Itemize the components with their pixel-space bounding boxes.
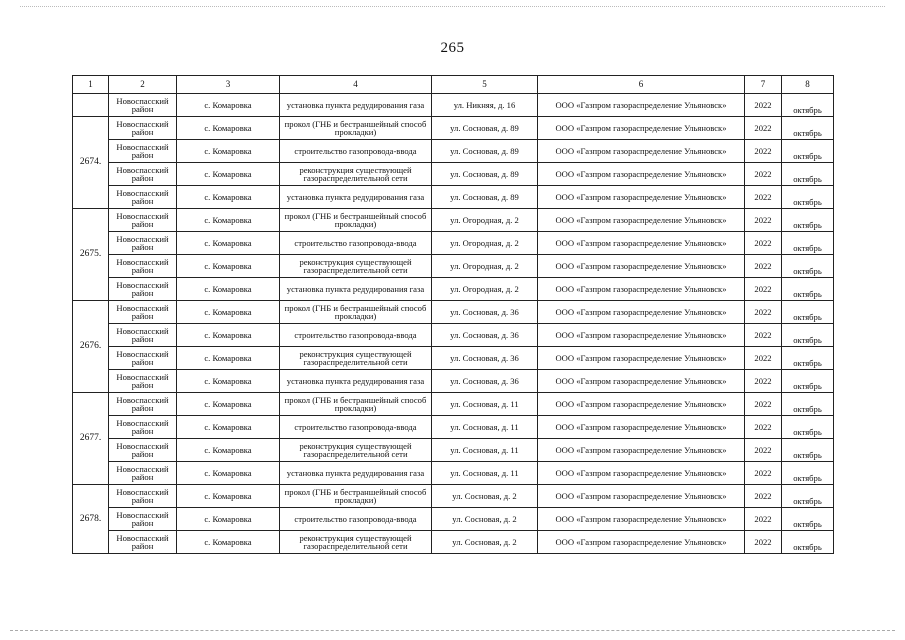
address-cell: ул. Сосновая, д. 2 — [432, 508, 538, 531]
year-cell: 2022 — [745, 508, 782, 531]
organization-cell: ООО «Газпром газораспределение Ульяновск» — [538, 301, 745, 324]
item-number-cell: 2675. — [73, 209, 109, 301]
address-cell: ул. Сосновая, д. 11 — [432, 393, 538, 416]
work-type-cell: строительство газопровода-ввода — [280, 324, 432, 347]
month-cell: октябрь — [782, 232, 834, 255]
table-row — [73, 301, 834, 324]
work-type-cell: прокол (ГНБ и бестраншейный способ прокладки) — [280, 393, 432, 416]
district-cell: Новоспасский район — [109, 531, 177, 554]
district-cell: Новоспасский район — [109, 393, 177, 416]
year-cell: 2022 — [745, 117, 782, 140]
table-row — [73, 508, 834, 531]
settlement-cell: с. Комаровка — [177, 324, 280, 347]
organization-cell: ООО «Газпром газораспределение Ульяновск» — [538, 140, 745, 163]
address-cell: ул. Сосновая, д. 11 — [432, 462, 538, 485]
month-cell: октябрь — [782, 485, 834, 508]
month-cell: октябрь — [782, 416, 834, 439]
work-type-cell: установка пункта редудирования газа — [280, 94, 432, 117]
organization-cell: ООО «Газпром газораспределение Ульяновск» — [538, 209, 745, 232]
district-cell: Новоспасский район — [109, 324, 177, 347]
work-type-cell: реконструкция существующей газораспределительной сети — [280, 163, 432, 186]
settlement-cell: с. Комаровка — [177, 117, 280, 140]
year-cell: 2022 — [745, 347, 782, 370]
month-cell: октябрь — [782, 531, 834, 554]
settlement-cell: с. Комаровка — [177, 485, 280, 508]
district-cell: Новоспасский район — [109, 186, 177, 209]
table-row — [73, 209, 834, 232]
month-cell: октябрь — [782, 439, 834, 462]
settlement-cell: с. Комаровка — [177, 393, 280, 416]
address-cell: ул. Сосновая, д. 89 — [432, 163, 538, 186]
registry-table — [72, 75, 834, 554]
year-cell: 2022 — [745, 531, 782, 554]
year-cell: 2022 — [745, 324, 782, 347]
table-row — [73, 485, 834, 508]
district-cell: Новоспасский район — [109, 255, 177, 278]
work-type-cell: прокол (ГНБ и бестраншейный способ прокладки) — [280, 117, 432, 140]
address-cell: ул. Сосновая, д. 89 — [432, 140, 538, 163]
column-header: 3 — [177, 76, 280, 94]
year-cell: 2022 — [745, 462, 782, 485]
settlement-cell: с. Комаровка — [177, 209, 280, 232]
column-header: 7 — [745, 76, 782, 94]
table-row — [73, 531, 834, 554]
work-type-cell: прокол (ГНБ и бестраншейный способ прокладки) — [280, 209, 432, 232]
month-cell: октябрь — [782, 370, 834, 393]
work-type-cell: установка пункта редудирования газа — [280, 370, 432, 393]
address-cell: ул. Огородная, д. 2 — [432, 255, 538, 278]
settlement-cell: с. Комаровка — [177, 140, 280, 163]
item-number-cell — [73, 94, 109, 117]
address-cell: ул. Сосновая, д. 89 — [432, 117, 538, 140]
header-row — [73, 76, 834, 94]
month-cell: октябрь — [782, 324, 834, 347]
work-type-cell: реконструкция существующей газораспределительной сети — [280, 531, 432, 554]
table-row — [73, 370, 834, 393]
settlement-cell: с. Комаровка — [177, 347, 280, 370]
settlement-cell: с. Комаровка — [177, 439, 280, 462]
month-cell: октябрь — [782, 347, 834, 370]
settlement-cell: с. Комаровка — [177, 462, 280, 485]
settlement-cell: с. Комаровка — [177, 255, 280, 278]
month-cell: октябрь — [782, 393, 834, 416]
district-cell: Новоспасский район — [109, 508, 177, 531]
address-cell: ул. Сосновая, д. 11 — [432, 439, 538, 462]
district-cell: Новоспасский район — [109, 439, 177, 462]
month-cell: октябрь — [782, 209, 834, 232]
organization-cell: ООО «Газпром газораспределение Ульяновск» — [538, 163, 745, 186]
year-cell: 2022 — [745, 439, 782, 462]
year-cell: 2022 — [745, 278, 782, 301]
year-cell: 2022 — [745, 232, 782, 255]
year-cell: 2022 — [745, 163, 782, 186]
year-cell: 2022 — [745, 370, 782, 393]
organization-cell: ООО «Газпром газораспределение Ульяновск» — [538, 347, 745, 370]
settlement-cell: с. Комаровка — [177, 416, 280, 439]
settlement-cell: с. Комаровка — [177, 186, 280, 209]
year-cell: 2022 — [745, 140, 782, 163]
district-cell: Новоспасский район — [109, 163, 177, 186]
district-cell: Новоспасский район — [109, 94, 177, 117]
year-cell: 2022 — [745, 301, 782, 324]
table-row — [73, 255, 834, 278]
address-cell: ул. Сосновая, д. 2 — [432, 485, 538, 508]
district-cell: Новоспасский район — [109, 209, 177, 232]
month-cell: октябрь — [782, 255, 834, 278]
address-cell: ул. Огородная, д. 2 — [432, 278, 538, 301]
work-type-cell: установка пункта редудирования газа — [280, 186, 432, 209]
organization-cell: ООО «Газпром газораспределение Ульяновск» — [538, 485, 745, 508]
district-cell: Новоспасский район — [109, 301, 177, 324]
table-row — [73, 140, 834, 163]
work-type-cell: реконструкция существующей газораспределительной сети — [280, 347, 432, 370]
organization-cell: ООО «Газпром газораспределение Ульяновск» — [538, 416, 745, 439]
work-type-cell: строительство газопровода-ввода — [280, 140, 432, 163]
scan-artifact-top — [20, 6, 885, 8]
table-row — [73, 186, 834, 209]
column-header: 5 — [432, 76, 538, 94]
year-cell: 2022 — [745, 393, 782, 416]
table-row — [73, 439, 834, 462]
item-number-cell: 2676. — [73, 301, 109, 393]
month-cell: октябрь — [782, 278, 834, 301]
address-cell: ул. Сосновая, д. 36 — [432, 324, 538, 347]
column-header: 1 — [73, 76, 109, 94]
organization-cell: ООО «Газпром газораспределение Ульяновск» — [538, 94, 745, 117]
scan-artifact-bottom — [10, 630, 895, 632]
organization-cell: ООО «Газпром газораспределение Ульяновск» — [538, 232, 745, 255]
registry-body — [73, 94, 834, 554]
month-cell: октябрь — [782, 117, 834, 140]
work-type-cell: реконструкция существующей газораспределительной сети — [280, 255, 432, 278]
settlement-cell: с. Комаровка — [177, 278, 280, 301]
district-cell: Новоспасский район — [109, 416, 177, 439]
address-cell: ул. Сосновая, д. 11 — [432, 416, 538, 439]
work-type-cell: строительство газопровода-ввода — [280, 508, 432, 531]
district-cell: Новоспасский район — [109, 140, 177, 163]
address-cell: ул. Сосновая, д. 2 — [432, 531, 538, 554]
settlement-cell: с. Комаровка — [177, 301, 280, 324]
month-cell: октябрь — [782, 94, 834, 117]
settlement-cell: с. Комаровка — [177, 531, 280, 554]
year-cell: 2022 — [745, 186, 782, 209]
month-cell: октябрь — [782, 462, 834, 485]
column-header: 8 — [782, 76, 834, 94]
year-cell: 2022 — [745, 94, 782, 117]
address-cell: ул. Сосновая, д. 36 — [432, 370, 538, 393]
year-cell: 2022 — [745, 485, 782, 508]
organization-cell: ООО «Газпром газораспределение Ульяновск» — [538, 508, 745, 531]
year-cell: 2022 — [745, 416, 782, 439]
settlement-cell: с. Комаровка — [177, 163, 280, 186]
month-cell: октябрь — [782, 163, 834, 186]
table-row — [73, 163, 834, 186]
work-type-cell: реконструкция существующей газораспределительной сети — [280, 439, 432, 462]
work-type-cell: установка пункта редудирования газа — [280, 278, 432, 301]
settlement-cell: с. Комаровка — [177, 94, 280, 117]
item-number-cell: 2674. — [73, 117, 109, 209]
table-row — [73, 94, 834, 117]
address-cell: ул. Сосновая, д. 36 — [432, 301, 538, 324]
month-cell: октябрь — [782, 301, 834, 324]
organization-cell: ООО «Газпром газораспределение Ульяновск» — [538, 186, 745, 209]
district-cell: Новоспасский район — [109, 117, 177, 140]
item-number-cell: 2677. — [73, 393, 109, 485]
work-type-cell: прокол (ГНБ и бестраншейный способ прокладки) — [280, 485, 432, 508]
month-cell: октябрь — [782, 140, 834, 163]
address-cell: ул. Сосновая, д. 89 — [432, 186, 538, 209]
organization-cell: ООО «Газпром газораспределение Ульяновск» — [538, 462, 745, 485]
year-cell: 2022 — [745, 255, 782, 278]
district-cell: Новоспасский район — [109, 370, 177, 393]
table-row — [73, 232, 834, 255]
month-cell: октябрь — [782, 186, 834, 209]
table-row — [73, 393, 834, 416]
address-cell: ул. Огородная, д. 2 — [432, 232, 538, 255]
item-number-cell: 2678. — [73, 485, 109, 554]
district-cell: Новоспасский район — [109, 462, 177, 485]
table-row — [73, 347, 834, 370]
address-cell: ул. Огородная, д. 2 — [432, 209, 538, 232]
district-cell: Новоспасский район — [109, 347, 177, 370]
district-cell: Новоспасский район — [109, 278, 177, 301]
settlement-cell: с. Комаровка — [177, 232, 280, 255]
organization-cell: ООО «Газпром газораспределение Ульяновск» — [538, 439, 745, 462]
district-cell: Новоспасский район — [109, 485, 177, 508]
work-type-cell: установка пункта редудирования газа — [280, 462, 432, 485]
organization-cell: ООО «Газпром газораспределение Ульяновск» — [538, 531, 745, 554]
page-number: 265 — [440, 40, 465, 56]
work-type-cell: строительство газопровода-ввода — [280, 416, 432, 439]
organization-cell: ООО «Газпром газораспределение Ульяновск» — [538, 255, 745, 278]
organization-cell: ООО «Газпром газораспределение Ульяновск» — [538, 324, 745, 347]
organization-cell: ООО «Газпром газораспределение Ульяновск» — [538, 117, 745, 140]
table-row — [73, 416, 834, 439]
table-row — [73, 117, 834, 140]
address-cell: ул. Никняя, д. 16 — [432, 94, 538, 117]
month-cell: октябрь — [782, 508, 834, 531]
organization-cell: ООО «Газпром газораспределение Ульяновск» — [538, 278, 745, 301]
district-cell: Новоспасский район — [109, 232, 177, 255]
column-header: 2 — [109, 76, 177, 94]
column-header: 6 — [538, 76, 745, 94]
table-row — [73, 462, 834, 485]
table-row — [73, 324, 834, 347]
work-type-cell: прокол (ГНБ и бестраншейный способ прокладки) — [280, 301, 432, 324]
settlement-cell: с. Комаровка — [177, 370, 280, 393]
organization-cell: ООО «Газпром газораспределение Ульяновск» — [538, 393, 745, 416]
settlement-cell: с. Комаровка — [177, 508, 280, 531]
column-header: 4 — [280, 76, 432, 94]
organization-cell: ООО «Газпром газораспределение Ульяновск» — [538, 370, 745, 393]
year-cell: 2022 — [745, 209, 782, 232]
table-row — [73, 278, 834, 301]
work-type-cell: строительство газопровода-ввода — [280, 232, 432, 255]
address-cell: ул. Сосновая, д. 36 — [432, 347, 538, 370]
